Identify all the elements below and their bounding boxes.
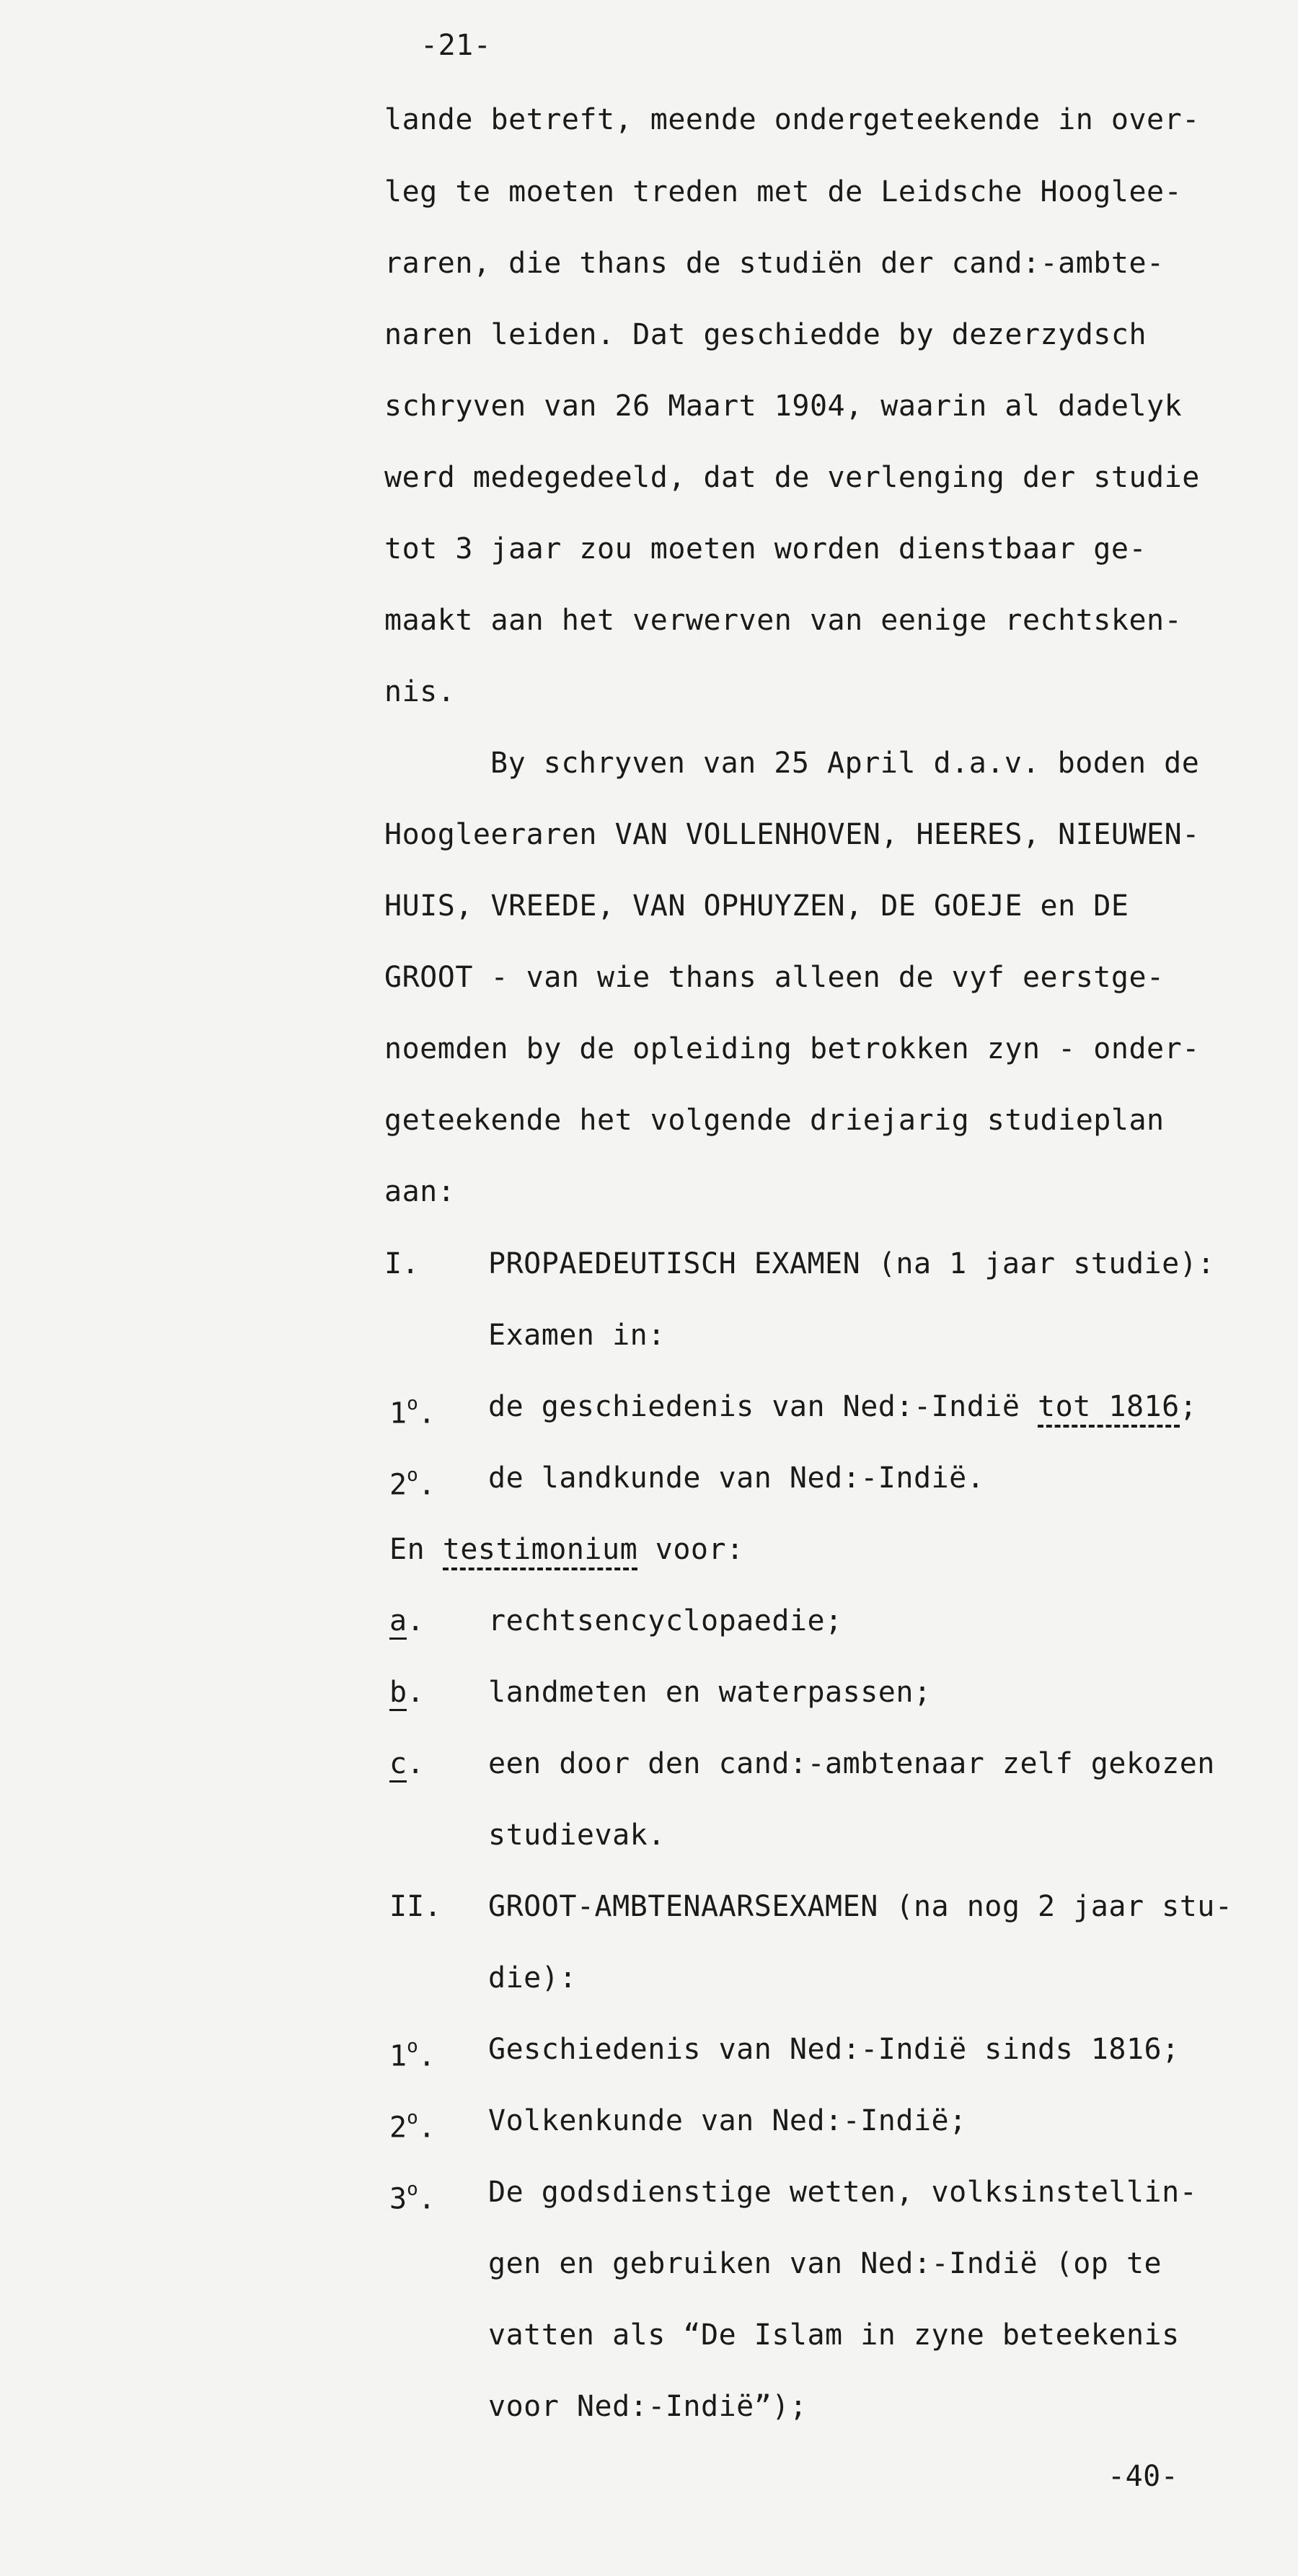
testimonium-letter: a. [389, 1603, 424, 1639]
paragraph-line: naren leiden. Dat geschiedde by dezerzydsch [384, 318, 1147, 351]
exam-item: de geschiedenis van Ned:-Indië tot 1816; [488, 1389, 1197, 1425]
section-marker: II. [389, 1890, 442, 1923]
exam-number: 3$^o$. [389, 2179, 436, 2216]
paragraph-line: By schryven van 25 April d.a.v. boden de [490, 747, 1200, 780]
section-subtitle: Examen in: [488, 1319, 666, 1352]
testimonium-letter: b. [389, 1674, 424, 1710]
exam-item-continued: vatten als “De Islam in zyne beteekenis [488, 2318, 1180, 2352]
paragraph-line: werd medegedeeld, dat de verlenging der studie [384, 461, 1200, 494]
exam-number: 1$^o$. [389, 1393, 436, 1430]
exam-number: 2$^o$. [389, 1464, 436, 1502]
paragraph-line: Hoogleeraren VAN VOLLENHOVEN, HEERES, NIEUWEN- [384, 818, 1200, 851]
exam-item: Geschiedenis van Ned:-Indië sinds 1816; [488, 2033, 1180, 2066]
paragraph-line: HUIS, VREEDE, VAN OPHUYZEN, DE GOEJE en DE [384, 889, 1129, 923]
exam-item: de landkunde van Ned:-Indië. [488, 1461, 985, 1495]
testimonium-item-continued: studievak. [488, 1819, 666, 1852]
exam-item-continued: voor Ned:-Indië”); [488, 2390, 808, 2423]
paragraph-line: nis. [384, 675, 456, 708]
paragraph-line: leg te moeten treden met de Leidsche Hooglee- [384, 175, 1183, 208]
exam-number: 1$^o$. [389, 2036, 436, 2073]
testimonium-item: een door den cand:-ambtenaar zelf gekozen [488, 1747, 1215, 1780]
section-title: GROOT-AMBTENAARSEXAMEN (na nog 2 jaar stu- [488, 1890, 1233, 1923]
page-footer: -40- [1108, 2460, 1179, 2493]
testimonium-item: rechtsencyclopaedie; [488, 1604, 843, 1638]
testimonium-letter: c. [389, 1746, 424, 1782]
paragraph-line: lande betreft, meende ondergeteekende in over- [384, 103, 1200, 136]
paragraph-line: GROOT - van wie thans alleen de vyf eerstge- [384, 961, 1165, 994]
exam-item: Volkenkunde van Ned:-Indië; [488, 2104, 967, 2137]
paragraph-line: tot 3 jaar zou moeten worden dienstbaar ge- [384, 532, 1147, 566]
section-marker: I. [384, 1247, 420, 1280]
paragraph-line: noemden by de opleiding betrokken zyn - onder- [384, 1032, 1200, 1065]
page-number-top: -21- [420, 29, 492, 62]
paragraph-line: aan: [384, 1175, 456, 1208]
exam-number: 2$^o$. [389, 2107, 436, 2145]
paragraph-line: schryven van 26 Maart 1904, waarin al dadelyk [384, 390, 1183, 423]
paragraph-line: maakt aan het verwerven van eenige rechtsken- [384, 604, 1183, 637]
section-title-continued: die): [488, 1961, 577, 1995]
paragraph-line: raren, die thans de studiën der cand:-ambte- [384, 247, 1165, 280]
underlined-text: tot 1816 [1038, 1390, 1180, 1428]
testimonium-item: landmeten en waterpassen; [488, 1676, 932, 1709]
testimonium-heading: En testimonium voor: [389, 1531, 744, 1568]
section-title: PROPAEDEUTISCH EXAMEN (na 1 jaar studie): [488, 1247, 1215, 1280]
exam-item-continued: gen en gebruiken van Ned:-Indië (op te [488, 2247, 1162, 2280]
exam-item: De godsdienstige wetten, volksinstellin- [488, 2176, 1198, 2209]
paragraph-line: geteekende het volgende driejarig studieplan [384, 1104, 1165, 1137]
